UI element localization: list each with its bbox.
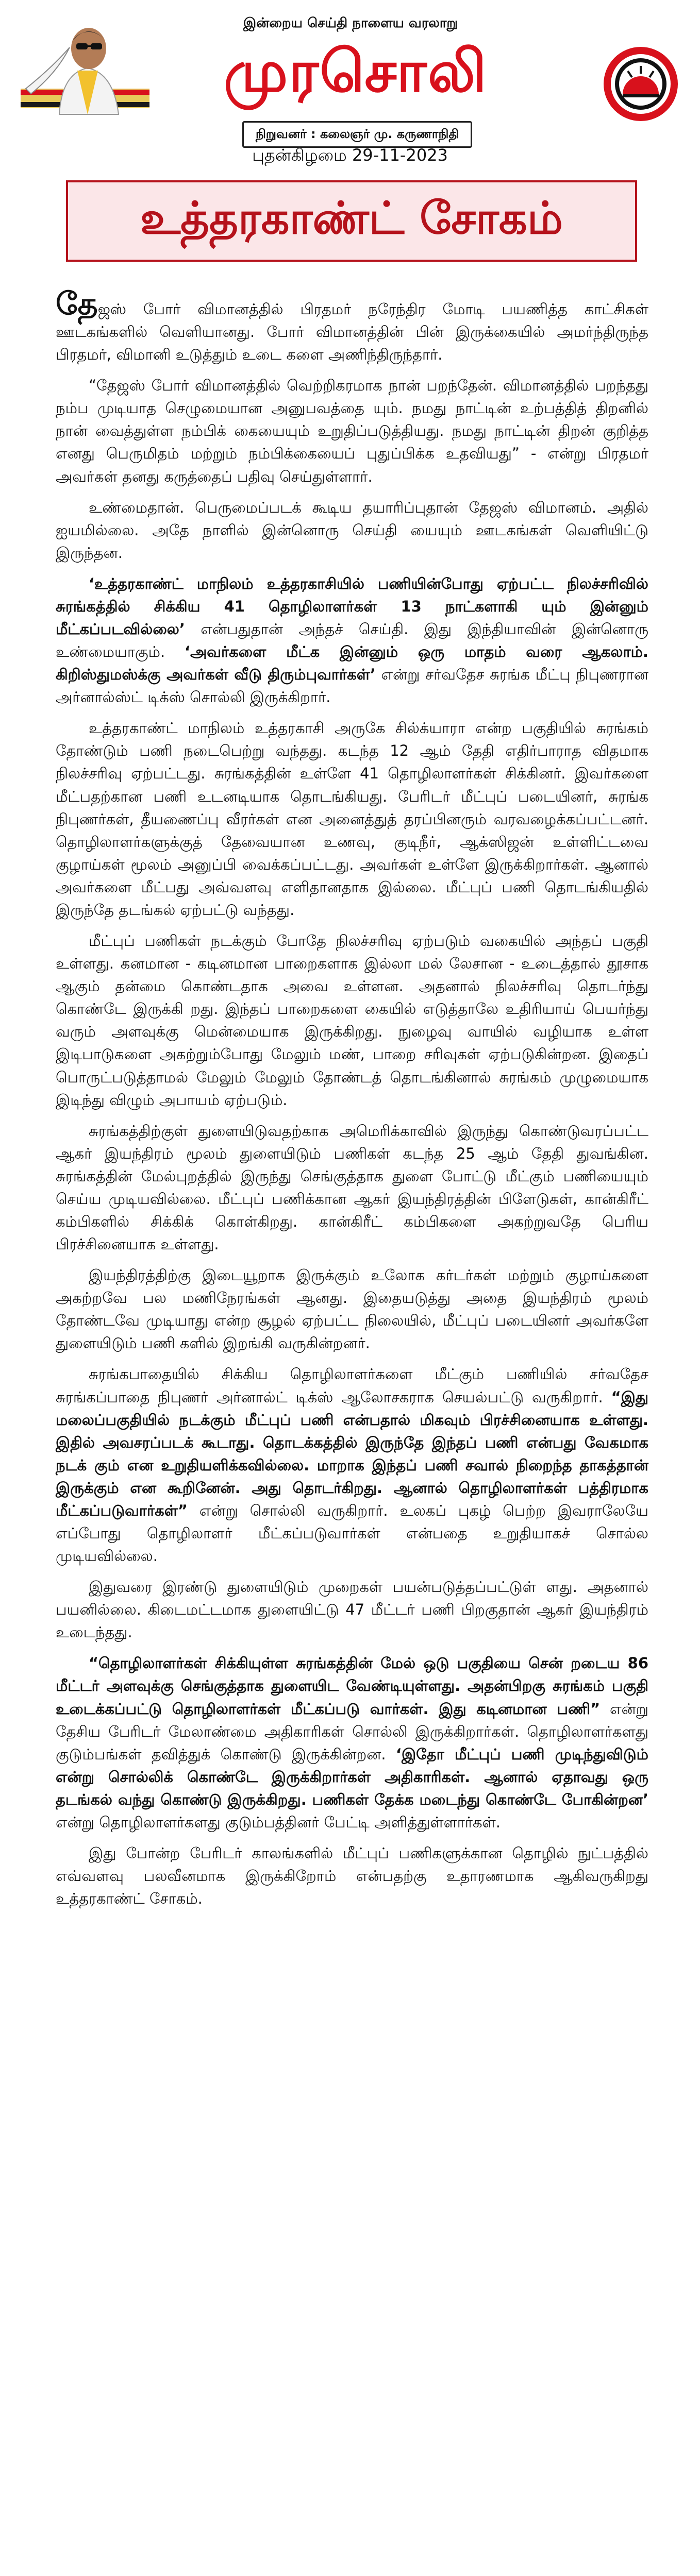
paragraph-4 — [56, 572, 648, 708]
paragraph-11 — [56, 1652, 648, 1834]
founder-portrait — [21, 11, 149, 120]
paragraph-9 — [56, 1363, 648, 1567]
paragraph-12: இது போன்ற பேரிடர் காலங்களில் மீட்புப் பணிகளுக்கான தொழில் நுட்பத்தில் எவ்வளவு பலவீனமாக இருக்கிறோம் என்பதற்கு உதாரணமாக ஆகிவருகிறது உத்தரகாண்ட் சோகம். — [56, 1844, 648, 1908]
masthead — [0, 0, 700, 170]
tagline: இன்றைய செய்தி நாளைய வரலாறு — [243, 15, 458, 31]
paragraph-3: உண்மைதான். பெருமைப்படக் கூடிய தயாரிப்புதான் தேஜஸ் விமானம். அதில் ஐயமில்லை. அதே நாளில் இன்னொரு செய்தி யையும் ஊடகங்கள் வெளியிட்டு இருந்தன. — [56, 498, 648, 562]
bold-quote: ‘இதோ மீட்புப் பணி முடிந்துவிடும் என்று சொல்லிக் கொண்டே இருக்கிறார்கள் அதிகாரிகள். ஆனால் ஏதாவது ஒரு தடங்கல் வந்து கொண்டு இருக்கிறது. பணிகள் தேக்க மடைந்து கொண்டே போகின்றன’ — [56, 1745, 648, 1808]
paragraph-5: உத்தரகாண்ட் மாநிலம் உத்தரகாசி அருகே சில்க்யாரா என்ற பகுதியில் சுரங்கம் தோண்டும் பணி நடைபெற்று வந்தது. கடந்த 12 ஆம் தேதி எதிர்பாராத விதமாக நிலச்சரிவு ஏற்பட்டது. சுரங்கத்தின் உள்ளே 41 தொழிலாளர்கள் சிக்கினர். இவர்களை மீட்பதற்கான பணி உடனடியாக தொடங்கியது. பேரிடர் மீட்புப் படையினர், சுரங்க நிபுணர்கள், தீயணைப்பு வீரர்கள் என அனைத்துத் தரப்பினரும் வரவழைக்கப்பட்டனர். தொழிலாளர்களுக்குத் தேவையான உணவு, குடிநீர், ஆக்ஸிஜன் உள்ளிட்டவை குழாய்கள் மூலம் அனுப்பி வைக்கப்பட்டது. அவர்கள் உள்ளே இருக்கிறார்கள். ஆனால் அவர்களை மீட்பது அவ்வளவு எளிதானதாக இல்லை. மீட்புப் பணி தொடங்கியதில் இருந்தே தடங்கல் ஏற்பட்டு வந்தது. — [56, 719, 648, 919]
newspaper-logo: முரசொலி — [224, 38, 488, 105]
bold-quote: ‘உத்தரகாண்ட் மாநிலம் உத்தரகாசியில் பணியின்போது ஏற்பட்ட நிலச்சரிவில் சுரங்கத்தில் சிக்கிய 41 தொழிலாளர்கள் 13 நாட்களாகி யும் இன்னும் மீட்கப்படவில்லை’ — [56, 574, 648, 638]
paragraph-text: என்று சொல்லி வருகிறார். உலகப் புகழ் பெற்ற இவராலேயே எப்போது தொழிலாளர் மீட்கப்படுவார்கள் என்பதை உறுதியாகச் சொல்ல முடியவில்லை. — [56, 1501, 648, 1565]
bold-quote: ‘அவர்களை மீட்க இன்னும் ஒரு மாதம் வரை ஆகலாம். கிறிஸ்துமஸ்க்கு அவர்கள் வீடு திரும்புவார்கள்’ — [56, 643, 648, 684]
headline-box — [66, 180, 637, 262]
founder-label: நிறுவனர் : கலைஞர் மு. கருணாநிதி — [242, 121, 472, 148]
issue-date: புதன்கிழமை 29-11-2023 — [252, 145, 448, 165]
paragraph-text: என்று தொழிலாளர்களது குடும்பத்தினர் பேட்டி அளித்துள்ளார்கள். — [56, 1813, 501, 1831]
editorial-body — [56, 286, 648, 1918]
headline: உத்தரகாண்ட் சோகம் — [140, 192, 563, 244]
bold-quote: “இது மலைப்பகுதியில் நடக்கும் மீட்புப் பணி என்பதால் மிகவும் பிரச்சினையாக உள்ளது. இதில் அவசரப்படக் கூடாது. தொடக்கத்தில் இருந்தே இந்தப் பணி என்பது வேகமாக நடக் கும் என உறுதியளிக்கவில்லை. மாறாக இந்தப் பணி சவால் நிறைந்த தாகத்தான் இருக்கும் என கூறினேன். அது தொடர்கிறது. ஆனால் தொழிலாளர்கள் பத்திரமாக மீட்கப்படுவார்கள்” — [56, 1388, 648, 1519]
paragraph-text: சுரங்கபாதையில் சிக்கிய தொழிலாளர்களை மீட்கும் பணியில் சர்வதேச சுரங்கப்பாதை நிபுணர் அர்னால்ட் டிக்ஸ் ஆலோசகராக செயல்பட்டு வருகிறார். — [56, 1365, 648, 1406]
paragraph-10: இதுவரை இரண்டு துளையிடும் முறைகள் பயன்படுத்தப்பட்டுள் ளது. அதனால் பயனில்லை. கிடைமட்டமாக துளையிட்டு 47 மீட்டர் பணி பிறகுதான் ஆகர் இயந்திரம் உடைந்தது. — [56, 1578, 648, 1641]
drop-cap: தே — [56, 286, 98, 322]
paragraph-text: என்று தேசிய பேரிடர் மேலாண்மை அதிகாரிகள் சொல்லி இருக்கிறார்கள். தொழிலாளர்களது குடும்பங்கள் தவித்துக் கொண்டு இருக்கின்றன. — [56, 1700, 648, 1763]
paragraph-text: என்று சர்வதேச சுரங்க மீட்பு நிபுணரான அர்னால்ஸ்ட் டிக்ஸ் சொல்லி இருக்கிறார். — [56, 666, 648, 706]
paragraph-8: இயந்திரத்திற்கு இடையூறாக இருக்கும் உலோக கர்டர்கள் மற்றும் குழாய்களை அகற்றவே பல மணிநேரங்கள் ஆனது. இதையடுத்து அதை இயந்திரம் மூலம் தோண்டவே முடியாது என்ற சூழல் ஏற்பட்ட நிலையில், மீட்புப் படையினர் அவர்களே துளையிடும் பணி களில் இறங்கி வருகின்றனர். — [56, 1266, 648, 1352]
paragraph-text: என்பதுதான் அந்தச் செய்தி. இது இந்தியாவின் இன்னொரு உண்மையாகும். — [56, 620, 648, 661]
party-seal-icon — [602, 45, 679, 123]
paragraph-7: சுரங்கத்திற்குள் துளையிடுவதற்காக அமெரிக்காவில் இருந்து கொண்டுவரப்பட்ட ஆகர் இயந்திரம் மூலம் துளையிடும் பணிகள் கடந்த 25 ஆம் தேதி துவங்கின. சுரங்கத்தின் மேல்புறத்தில் இருந்து செங்குத்தாக துளை போட்டு மீட்கும் பணியையும் செய்ய முடியவில்லை. மீட்புப் பணிக்கான ஆகர் இயந்திரத்தின் பிளேடுகள், கான்கிரீட் கம்பிகளில் சிக்கிக் கொள்கிறது. கான்கிரீட் கம்பிகளை அகற்றுவதே பெரிய பிரச்சினையாக உள்ளது. — [56, 1122, 648, 1253]
bold-quote: “தொழிலாளர்கள் சிக்கியுள்ள சுரங்கத்தின் மேல் ஒடு பகுதியை சென் றடைய 86 மீட்டர் அளவுக்கு செங்குத்தாக துளையிட வேண்டியுள்ளது. அதன்பிறகு சுரங்கம் பகுதி உடைக்கப்பட்டு தொழிலாளர்கள் மீட்கப்படு வார்கள். இது கடினமான பணி” — [56, 1654, 648, 1718]
paragraph-1 — [56, 286, 648, 366]
paragraph-6: மீட்புப் பணிகள் நடக்கும் போதே நிலச்சரிவு ஏற்படும் வகையில் அந்தப் பகுதி உள்ளது. கனமான - கடினமான பாறைகளாக இல்லா மல் லேசான - உடைத்தால் தூசாக ஆகும் தன்மை கொண்டதாக அவை உள்ளன. அதனால் நிலச்சரிவு தொடர்ந்து கொண்டே இருக்கி றது. இந்தப் பாறைகளை கையில் எடுத்தாலே உதிரியாய் பெயர்ந்து வரும் அளவுக்கு மென்மையாக இருக்கிறது. நுழைவு வாயில் வழியாக உள்ள இடிபாடுகளை அகற்றும்போது மேலும் மண், பாறை சரிவுகள் ஏற்படுகின்றன. இதைப் பொருட்படுத்தாமல் மேலும் மேலும் தோண்டத் தொடங்கினால் சுரங்கம் முழுமையாக இடிந்து விழும் அபாயம் ஏற்படும். — [56, 932, 648, 1109]
paragraph-2: “தேஜஸ் போர் விமானத்தில் வெற்றிகரமாக நான் பறந்தேன். விமானத்தில் பறந்தது நம்ப முடியாத செழுமையான அனுபவத்தை யும். நமது நாட்டின் உற்பத்தித் திறனில் நான் வைத்துள்ள நம்பிக் கையையும் உறுதிப்படுத்தியது. நமது நாட்டின் திறன் குறித்த எனது பெருமிதம் மற்றும் நம்பிக்கையைப் புதுப்பிக்க உதவியது” - என்று பிரதமர் அவர்கள் தனது கருத்தைப் பதிவு செய்துள்ளார். — [56, 377, 648, 485]
paragraph-text: ஜஸ் போர் விமானத்தில் பிரதமர் நரேந்திர மோடி பயணித்த காட்சிகள் ஊடகங்களில் வெளியானது. போர் விமானத்தின் பின் இருக்கையில் அமர்ந்திருந்த பிரதமர், விமானி உடுத்தும் உடை களை அணிந்திருந்தார். — [56, 300, 648, 364]
